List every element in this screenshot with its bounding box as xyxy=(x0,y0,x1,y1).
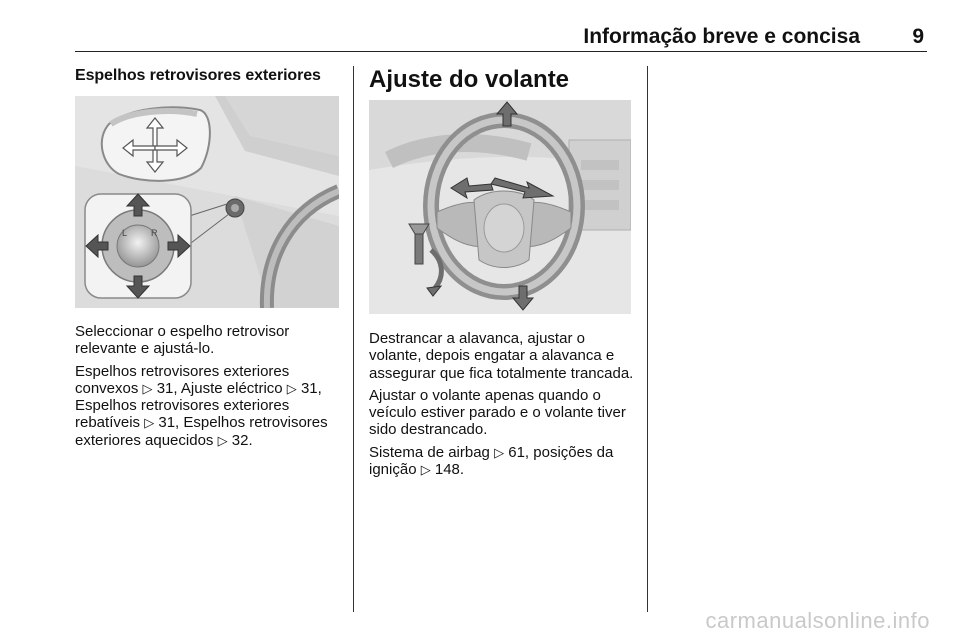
header-rule xyxy=(75,51,927,52)
text-segment: 148. xyxy=(430,461,465,479)
text-segment: 31, Espelhos retrovisores exteriores aquecidos xyxy=(75,414,328,449)
svg-text:L: L xyxy=(122,228,128,238)
text-segment: 31, Ajuste eléctrico xyxy=(152,379,287,397)
reference-arrow-icon: ▷ xyxy=(286,380,297,396)
text-segment: Sistema de airbag xyxy=(369,443,495,461)
reference-arrow-icon: ▷ xyxy=(142,380,153,396)
reference-arrow-icon: ▷ xyxy=(144,415,155,431)
section-heading-steering: Ajuste do volante xyxy=(369,66,570,93)
text-segment: Espelhos retrovisores exteriores convexos xyxy=(75,362,290,397)
paragraph xyxy=(75,363,343,449)
text-segment: 32. xyxy=(227,431,253,449)
watermark: carmanualsonline.info xyxy=(705,608,930,633)
paragraph: Ajustar o volante apenas quando o veículo estiver parado e o volante tiver sido destrancado. xyxy=(369,386,626,439)
paragraph: Seleccionar o espelho retrovisor relevante e ajustá-lo. xyxy=(75,323,290,358)
reference-arrow-icon: ▷ xyxy=(420,462,431,478)
paragraph xyxy=(369,444,639,479)
column-divider xyxy=(647,66,648,612)
left-column xyxy=(75,66,343,449)
column-divider xyxy=(353,66,354,612)
reference-arrow-icon: ▷ xyxy=(494,444,505,460)
text-segment: 61, posições da ignição xyxy=(369,443,614,479)
right-column xyxy=(369,66,639,478)
reference-arrow-icon: ▷ xyxy=(217,432,228,448)
mirror-control-illustration xyxy=(75,96,339,308)
text-segment: 31, Espelhos retrovisores exteriores rebatíveis xyxy=(75,379,322,432)
section-heading-mirrors: Espelhos retrovisores exteriores xyxy=(75,67,321,84)
svg-text:R: R xyxy=(151,228,158,238)
steering-wheel-illustration xyxy=(369,100,631,314)
page-number: 9 xyxy=(912,25,924,48)
paragraph: Destrancar a alavanca, ajustar o volante, depois engatar a alavanca e assegurar que fica totalmente trancada. xyxy=(369,330,634,382)
page-header-title: Informação breve e concisa xyxy=(583,25,860,48)
